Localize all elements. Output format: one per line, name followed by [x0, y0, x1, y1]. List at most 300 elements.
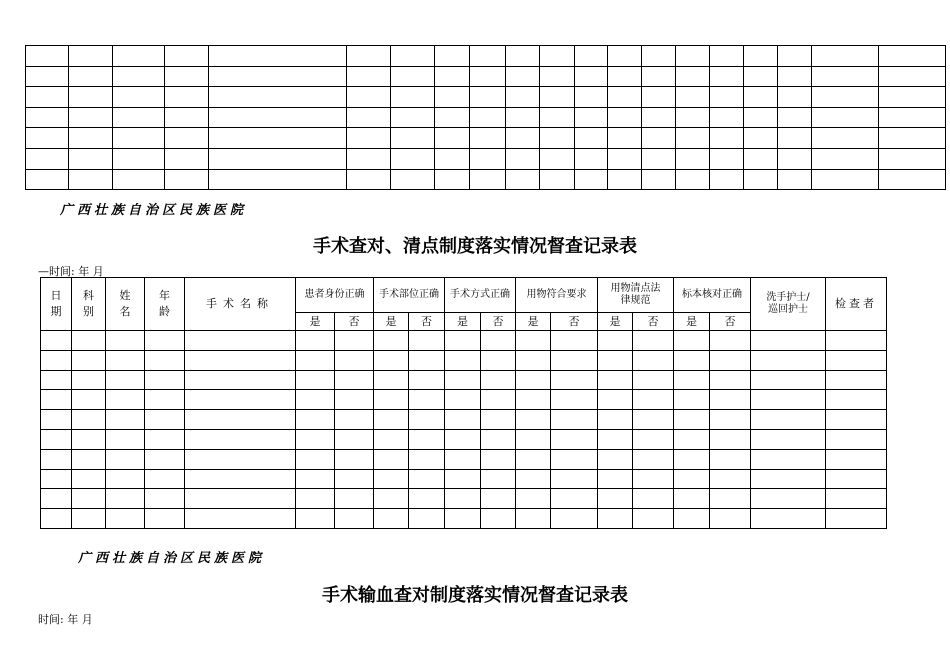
yes-label: 是 — [598, 313, 633, 331]
table-cell — [674, 331, 710, 351]
table-cell — [540, 107, 575, 128]
table-cell — [608, 46, 642, 67]
table-cell — [879, 128, 946, 149]
table-cell — [106, 489, 145, 509]
table-cell — [608, 87, 642, 108]
table-cell — [165, 66, 209, 87]
table-cell — [391, 169, 435, 190]
table-cell — [481, 469, 516, 489]
header-date — [41, 278, 72, 331]
table-cell — [72, 429, 106, 449]
table-cell — [826, 390, 887, 410]
table-cell — [296, 489, 335, 509]
table-cell — [69, 66, 113, 87]
table-cell — [481, 410, 516, 430]
table-cell — [69, 107, 113, 128]
header-dept-text: 科别 — [83, 289, 94, 318]
table-cell — [296, 350, 335, 370]
table-cell — [209, 87, 347, 108]
table-cell — [296, 469, 335, 489]
table-cell — [812, 87, 879, 108]
table-cell — [744, 66, 778, 87]
table-cell — [209, 46, 347, 67]
table-cell — [470, 169, 506, 190]
table-cell — [516, 390, 551, 410]
table-cell — [598, 350, 633, 370]
table-cell — [335, 469, 374, 489]
table-cell — [506, 46, 540, 67]
table-cell — [374, 370, 409, 390]
table-cell — [608, 128, 642, 149]
table-row — [41, 350, 887, 370]
table-cell — [540, 169, 575, 190]
form2-title: 手术输血查对制度落实情况督查记录表 — [322, 585, 628, 606]
no-label: 否 — [710, 313, 751, 331]
table-cell — [710, 469, 751, 489]
table-row — [41, 370, 887, 390]
table-cell — [72, 390, 106, 410]
no-label: 否 — [335, 313, 374, 331]
table-cell — [575, 148, 608, 169]
table-cell — [185, 331, 296, 351]
table-cell — [826, 370, 887, 390]
table-cell — [826, 509, 887, 529]
table-row — [26, 169, 946, 190]
table-cell — [41, 509, 72, 529]
table-cell — [674, 350, 710, 370]
table-row — [41, 449, 887, 469]
table-cell — [185, 410, 296, 430]
no-label: 否 — [551, 313, 598, 331]
table-row — [41, 469, 887, 489]
table-cell — [540, 66, 575, 87]
table-cell — [676, 87, 710, 108]
table-cell — [113, 148, 165, 169]
table-cell — [391, 148, 435, 169]
table-cell — [69, 87, 113, 108]
table-cell — [879, 46, 946, 67]
table-cell — [145, 509, 185, 529]
table-cell — [335, 390, 374, 410]
table-cell — [710, 390, 751, 410]
hospital-name-2: 广西壮族自治区民族医院 — [78, 551, 266, 566]
table-cell — [674, 410, 710, 430]
table-cell — [516, 370, 551, 390]
table-cell — [347, 128, 391, 149]
table-cell — [826, 449, 887, 469]
table-cell — [185, 489, 296, 509]
table-cell — [106, 350, 145, 370]
table-row — [41, 489, 887, 509]
table-cell — [72, 410, 106, 430]
table-cell — [26, 107, 69, 128]
table-cell — [347, 169, 391, 190]
table-cell — [506, 148, 540, 169]
table-row — [26, 46, 946, 67]
table-cell — [710, 350, 751, 370]
table-cell — [481, 449, 516, 469]
table-cell — [347, 148, 391, 169]
table-cell — [335, 489, 374, 509]
table-cell — [335, 509, 374, 529]
table-cell — [516, 350, 551, 370]
table-cell — [165, 128, 209, 149]
header-patient-identity: 患者身份正确 — [296, 278, 374, 313]
previous-form-table — [25, 45, 946, 190]
header-specimen: 标本核对正确 — [674, 278, 751, 313]
table-cell — [185, 449, 296, 469]
table-cell — [598, 429, 633, 449]
table-cell — [598, 449, 633, 469]
table-cell — [551, 509, 598, 529]
table-cell — [374, 350, 409, 370]
table-cell — [710, 449, 751, 469]
table-cell — [674, 429, 710, 449]
table-row — [26, 66, 946, 87]
table-cell — [69, 169, 113, 190]
table-cell — [710, 331, 751, 351]
table-cell — [551, 429, 598, 449]
table-cell — [540, 128, 575, 149]
table-cell — [676, 66, 710, 87]
form1-time-label: —时间: 年 月 — [38, 265, 104, 278]
header-surgery-site: 手术部位正确 — [374, 278, 445, 313]
table-cell — [106, 449, 145, 469]
table-cell — [676, 169, 710, 190]
table-cell — [575, 128, 608, 149]
table-cell — [445, 509, 481, 529]
table-cell — [113, 128, 165, 149]
table-cell — [506, 169, 540, 190]
header-dept — [72, 278, 106, 331]
table-cell — [598, 489, 633, 509]
table-cell — [778, 66, 812, 87]
no-label: 否 — [481, 313, 516, 331]
table-cell — [751, 489, 826, 509]
table-cell — [296, 410, 335, 430]
table-cell — [145, 449, 185, 469]
table-cell — [445, 489, 481, 509]
table-cell — [145, 489, 185, 509]
table-cell — [106, 331, 145, 351]
table-cell — [516, 509, 551, 529]
table-cell — [812, 46, 879, 67]
header-name-text: 姓名 — [119, 289, 131, 318]
table-cell — [470, 87, 506, 108]
table-cell — [409, 390, 445, 410]
table-cell — [633, 449, 674, 469]
form2-time-label: 时间: 年 月 — [38, 613, 93, 626]
table-cell — [347, 107, 391, 128]
table-cell — [676, 46, 710, 67]
table-cell — [516, 429, 551, 449]
table-cell — [347, 66, 391, 87]
table-cell — [879, 87, 946, 108]
hospital-name: 广西壮族自治区民族医院 — [60, 203, 248, 218]
table-cell — [106, 410, 145, 430]
table-cell — [481, 509, 516, 529]
table-cell — [41, 331, 72, 351]
table-cell — [598, 410, 633, 430]
table-cell — [642, 46, 676, 67]
table-cell — [674, 449, 710, 469]
table-cell — [744, 46, 778, 67]
table-cell — [296, 390, 335, 410]
table-cell — [551, 469, 598, 489]
table-cell — [551, 489, 598, 509]
table-cell — [145, 410, 185, 430]
header-inspector: 检查者 — [826, 278, 887, 331]
table-cell — [26, 66, 69, 87]
yes-label: 是 — [296, 313, 335, 331]
yes-label: 是 — [445, 313, 481, 331]
table-cell — [165, 169, 209, 190]
table-cell — [185, 370, 296, 390]
table-cell — [778, 87, 812, 108]
table-cell — [710, 410, 751, 430]
table-cell — [481, 489, 516, 509]
table-cell — [374, 410, 409, 430]
table-cell — [335, 350, 374, 370]
table-cell — [516, 331, 551, 351]
header-medication: 用物符合要求 — [516, 278, 598, 313]
table-cell — [506, 66, 540, 87]
table-cell — [812, 128, 879, 149]
table-cell — [106, 390, 145, 410]
yes-label: 是 — [374, 313, 409, 331]
table-cell — [41, 410, 72, 430]
table-cell — [145, 370, 185, 390]
header-nurse-text: 洗手护士/巡回护士 — [766, 291, 810, 315]
table-cell — [347, 87, 391, 108]
table-cell — [751, 469, 826, 489]
table-row — [26, 87, 946, 108]
table-cell — [209, 128, 347, 149]
table-cell — [296, 429, 335, 449]
table-cell — [710, 169, 744, 190]
table-cell — [209, 169, 347, 190]
table-cell — [445, 331, 481, 351]
table-cell — [374, 429, 409, 449]
table-cell — [481, 350, 516, 370]
table-cell — [879, 66, 946, 87]
table-cell — [165, 148, 209, 169]
table-cell — [778, 169, 812, 190]
table-cell — [575, 66, 608, 87]
table-cell — [608, 107, 642, 128]
table-cell — [296, 449, 335, 469]
table-cell — [72, 509, 106, 529]
table-cell — [435, 169, 470, 190]
table-cell — [296, 370, 335, 390]
table-cell — [470, 107, 506, 128]
no-label: 否 — [409, 313, 445, 331]
table-cell — [374, 509, 409, 529]
table-cell — [165, 107, 209, 128]
table-cell — [445, 410, 481, 430]
table-cell — [26, 46, 69, 67]
table-cell — [516, 449, 551, 469]
table-cell — [633, 370, 674, 390]
table-cell — [642, 107, 676, 128]
no-label: 否 — [633, 313, 674, 331]
table-cell — [445, 390, 481, 410]
table-cell — [642, 66, 676, 87]
table-cell — [633, 331, 674, 351]
table-cell — [391, 128, 435, 149]
table-cell — [710, 107, 744, 128]
table-cell — [113, 87, 165, 108]
table-cell — [710, 128, 744, 149]
table-cell — [551, 390, 598, 410]
table-cell — [296, 331, 335, 351]
table-cell — [676, 148, 710, 169]
table-cell — [674, 390, 710, 410]
table-cell — [335, 331, 374, 351]
table-cell — [347, 46, 391, 67]
table-cell — [710, 429, 751, 449]
table-cell — [26, 148, 69, 169]
table-cell — [879, 169, 946, 190]
table-cell — [751, 509, 826, 529]
table-cell — [506, 87, 540, 108]
header-age — [145, 278, 185, 331]
table-cell — [113, 46, 165, 67]
table-cell — [409, 410, 445, 430]
table-cell — [391, 66, 435, 87]
table-cell — [751, 429, 826, 449]
table-cell — [435, 46, 470, 67]
table-cell — [445, 449, 481, 469]
table-cell — [72, 331, 106, 351]
table-cell — [778, 46, 812, 67]
table-cell — [608, 148, 642, 169]
table-cell — [642, 128, 676, 149]
table-cell — [374, 469, 409, 489]
form1-title: 手术查对、清点制度落实情况督查记录表 — [313, 236, 637, 257]
table-cell — [481, 390, 516, 410]
table-cell — [445, 429, 481, 449]
table-row — [41, 331, 887, 351]
table-cell — [481, 370, 516, 390]
table-cell — [633, 469, 674, 489]
table-cell — [435, 107, 470, 128]
table-cell — [41, 469, 72, 489]
table-cell — [374, 390, 409, 410]
table-cell — [72, 449, 106, 469]
table-cell — [710, 370, 751, 390]
table-cell — [435, 87, 470, 108]
table-cell — [41, 370, 72, 390]
table-cell — [633, 429, 674, 449]
table-cell — [551, 331, 598, 351]
table-row — [41, 390, 887, 410]
table-cell — [26, 128, 69, 149]
table-cell — [72, 370, 106, 390]
table-cell — [674, 469, 710, 489]
table-cell — [41, 429, 72, 449]
table-cell — [113, 107, 165, 128]
table-cell — [879, 107, 946, 128]
table-cell — [812, 66, 879, 87]
table-cell — [674, 489, 710, 509]
table-cell — [710, 489, 751, 509]
table-cell — [185, 469, 296, 489]
table-cell — [409, 429, 445, 449]
table-cell — [106, 370, 145, 390]
table-cell — [409, 489, 445, 509]
table-cell — [209, 66, 347, 87]
table-cell — [608, 169, 642, 190]
table-cell — [674, 370, 710, 390]
table-cell — [551, 350, 598, 370]
table-cell — [826, 410, 887, 430]
table-cell — [391, 87, 435, 108]
table-cell — [445, 350, 481, 370]
table-row — [41, 509, 887, 529]
table-cell — [41, 489, 72, 509]
table-cell — [26, 169, 69, 190]
table-cell — [778, 128, 812, 149]
table-cell — [72, 350, 106, 370]
table-cell — [516, 489, 551, 509]
table-cell — [145, 390, 185, 410]
table-cell — [41, 350, 72, 370]
table-cell — [751, 410, 826, 430]
table-cell — [409, 350, 445, 370]
table-cell — [551, 410, 598, 430]
table-cell — [751, 449, 826, 469]
table-cell — [335, 370, 374, 390]
table-cell — [598, 509, 633, 529]
table-row — [26, 107, 946, 128]
table-cell — [391, 107, 435, 128]
table-cell — [185, 429, 296, 449]
table-cell — [506, 107, 540, 128]
header-name — [106, 278, 145, 331]
table-cell — [409, 509, 445, 529]
table-cell — [209, 107, 347, 128]
header-surgery-name: 手术名称 — [185, 278, 296, 331]
table-row — [41, 429, 887, 449]
table-cell — [374, 449, 409, 469]
table-cell — [551, 370, 598, 390]
table-cell — [335, 449, 374, 469]
table-cell — [391, 46, 435, 67]
table-cell — [598, 331, 633, 351]
table-cell — [165, 87, 209, 108]
table-cell — [826, 331, 887, 351]
table-cell — [710, 509, 751, 529]
yes-label: 是 — [516, 313, 551, 331]
table-cell — [744, 107, 778, 128]
table-cell — [551, 449, 598, 469]
table-cell — [710, 46, 744, 67]
table-cell — [374, 331, 409, 351]
table-cell — [633, 489, 674, 509]
table-cell — [575, 87, 608, 108]
table-cell — [106, 469, 145, 489]
table-cell — [812, 107, 879, 128]
table-cell — [209, 148, 347, 169]
table-cell — [540, 46, 575, 67]
table-cell — [598, 370, 633, 390]
table-cell — [72, 469, 106, 489]
table-cell — [165, 46, 209, 67]
table-cell — [435, 66, 470, 87]
table-cell — [608, 66, 642, 87]
table-cell — [744, 148, 778, 169]
